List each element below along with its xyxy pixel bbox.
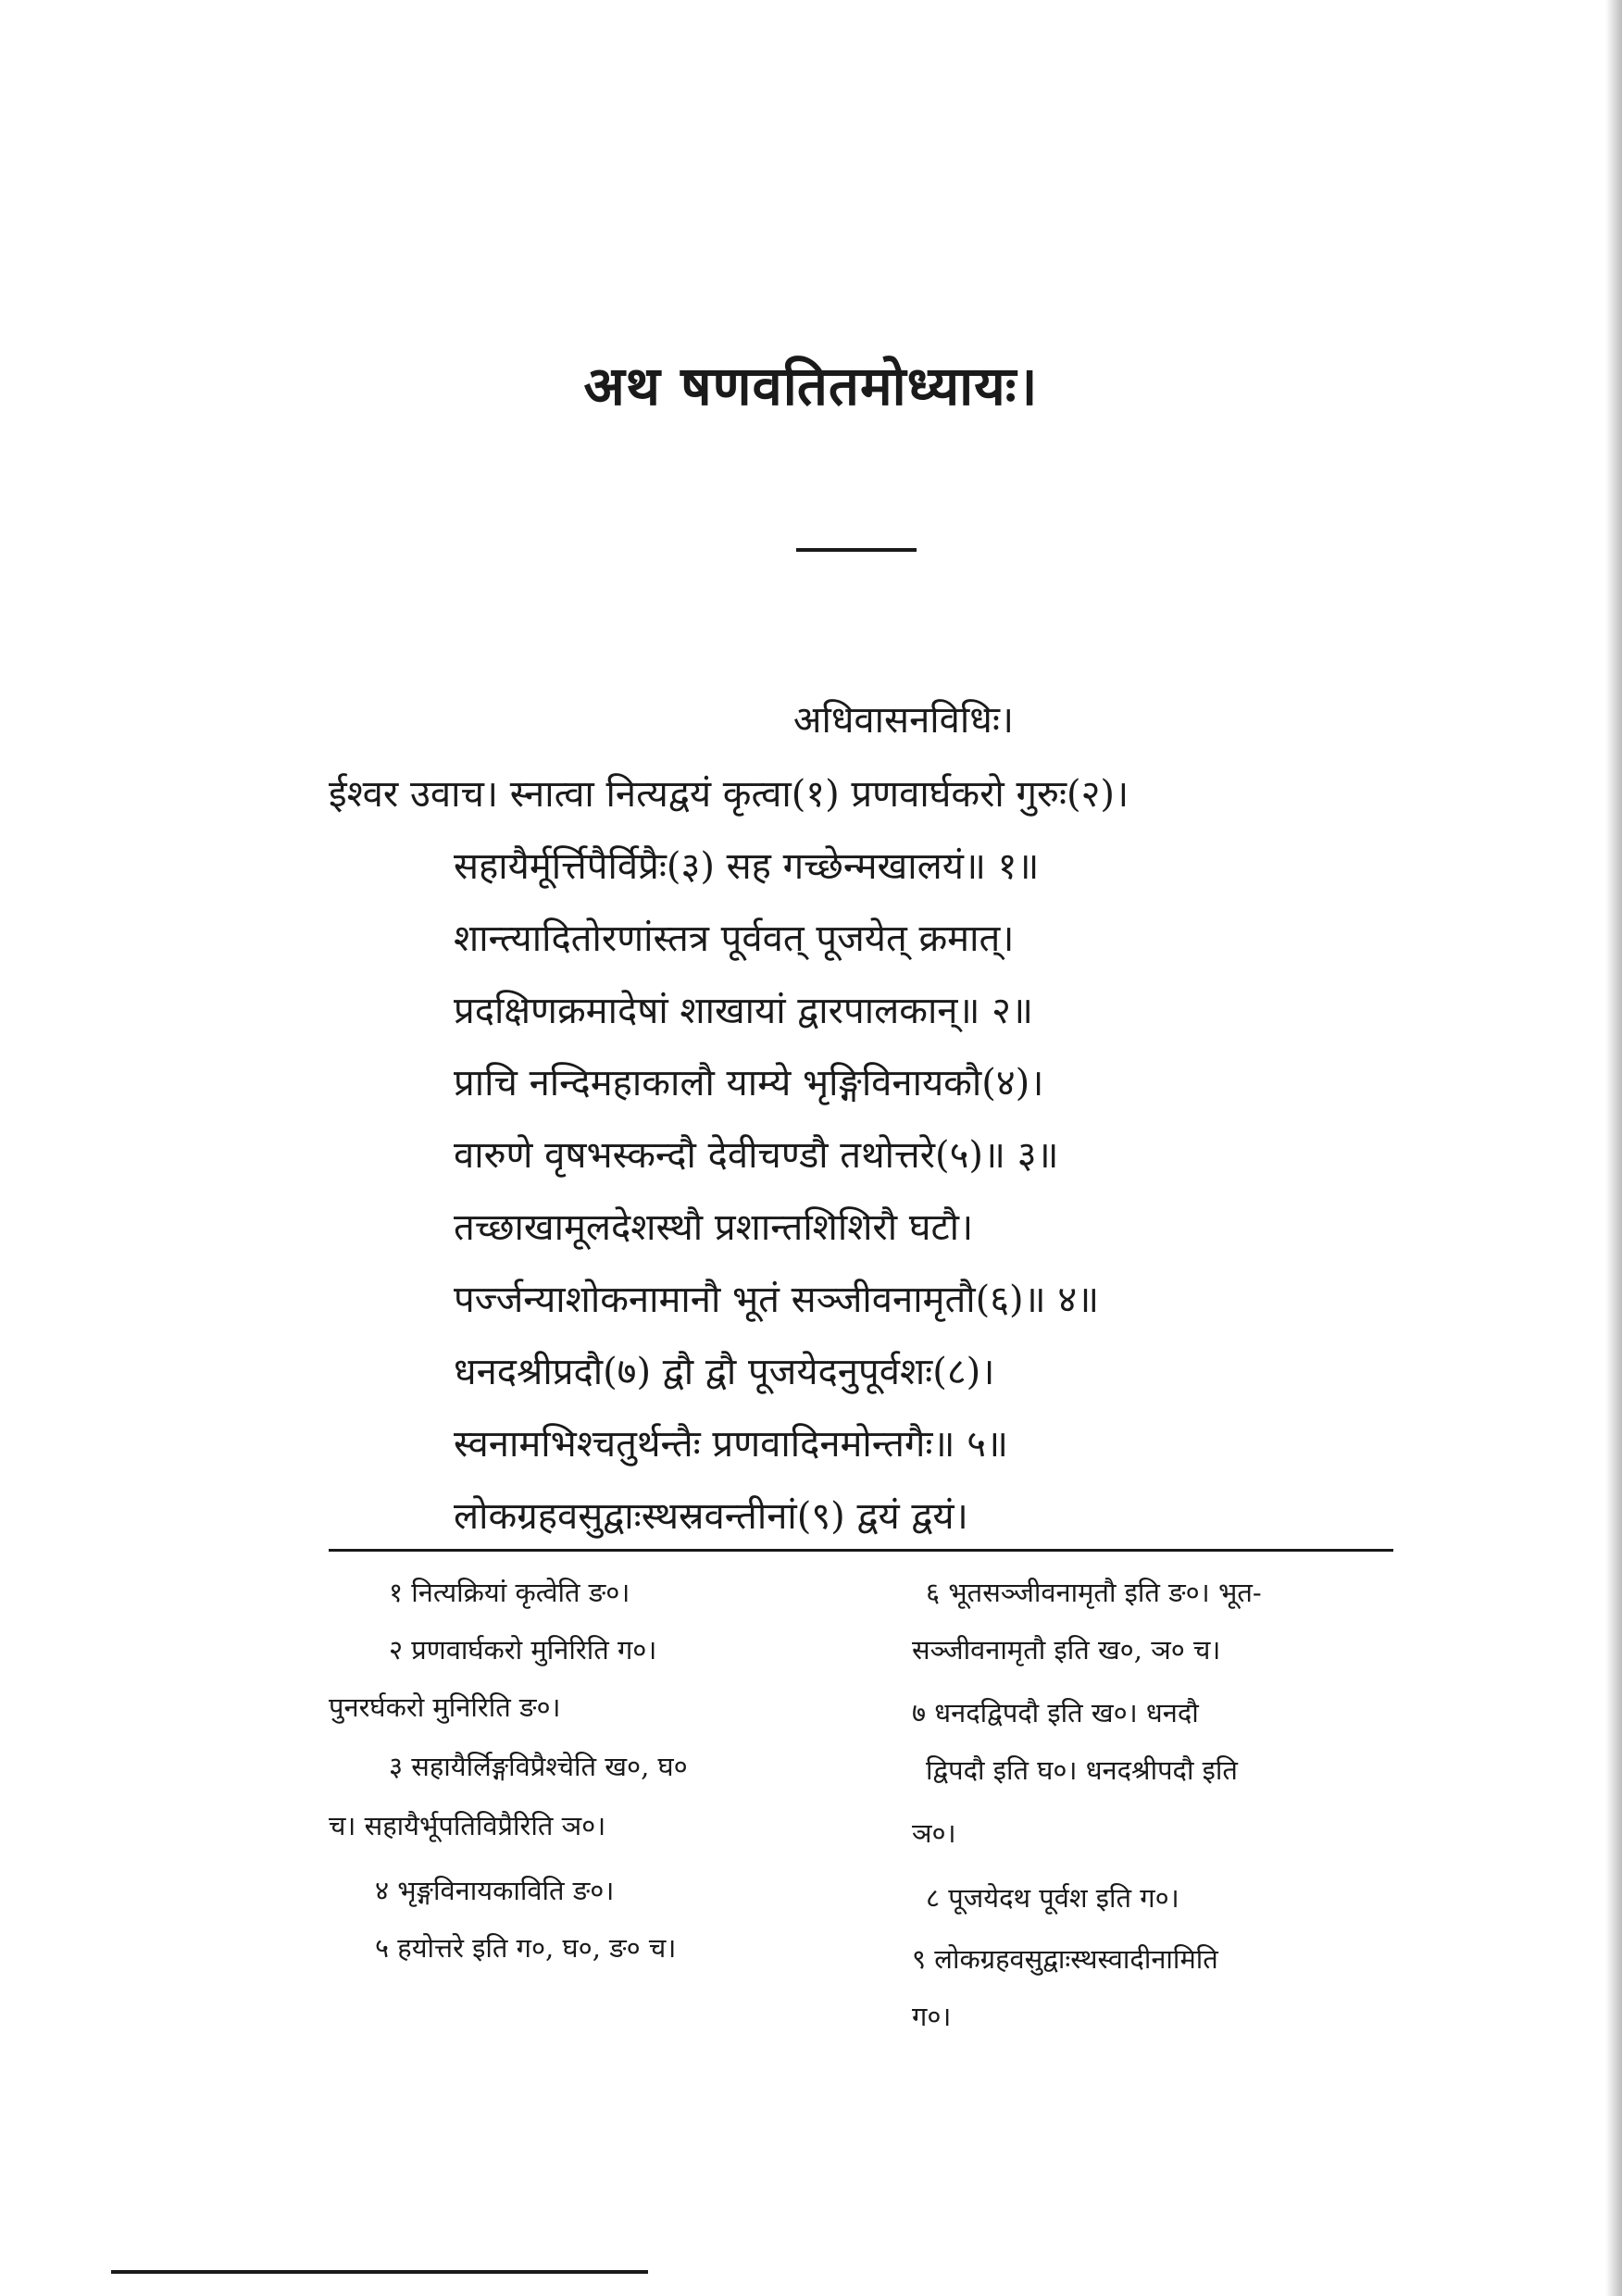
verse-line: ईश्वर उवाच। स्नात्वा नित्यद्वयं कृत्वा(१) प्रणवार्घकरो गुरुः(२)।: [329, 773, 1129, 816]
footnote-right-line: ९ लोकग्रहवसुद्वाःस्थस्वादीनामिति: [912, 1943, 1218, 1975]
footnote-left-line: पुनरर्घकरो मुनिरिति ङ०।: [329, 1691, 561, 1723]
footnote-left-line: च। सहायैर्भूपतिविप्रैरिति ञ०।: [329, 1810, 606, 1841]
footnote-right-line: द्विपदौ इति घ०। धनदश्रीपदौ इति: [926, 1754, 1238, 1786]
verse-line: प्रदक्षिणक्रमादेषां शाखायां द्वारपालकान्॥ २॥: [454, 990, 1033, 1032]
verse-line: सहायैर्मूर्त्तिपैर्विप्रैः(३) सह गच्छेन्मखालयं॥ १॥: [454, 845, 1040, 888]
footnote-left-line: ३ सहायैर्लिङ्गविप्रैश्चेति ख०, घ०: [389, 1751, 688, 1782]
footnote-left-line: ५ हयोत्तरे इति ग०, घ०, ङ० च।: [375, 1932, 677, 1964]
verse-line: स्वनामभिश्चतुर्थन्तैः प्रणवादिनमोन्तगैः॥ ५॥: [454, 1423, 1008, 1466]
verse-line: प्राचि नन्दिमहाकालौ याम्ये भृङ्गिविनायकौ(४)।: [454, 1062, 1044, 1104]
bottom-edge-line: [111, 2270, 648, 2274]
verse-line: लोकग्रहवसुद्वाःस्थस्रवन्तीनां(९) द्वयं द्वयं।: [454, 1495, 968, 1538]
verse-line: वारुणे वृषभस्कन्दौ देवीचण्डौ तथोत्तरे(५)॥ ३॥: [454, 1134, 1059, 1177]
footnote-right-line: सञ्जीवनामृतौ इति ख०, ञ० च।: [912, 1634, 1221, 1666]
section-title: अधिवासनविधिः।: [792, 699, 1015, 742]
footnote-left-line: ४ भृङ्गविनायकाविति ङ०।: [375, 1875, 615, 1906]
footnote-right-line: ग०।: [912, 2001, 952, 2032]
footnote-left-line: १ नित्यक्रियां कृत्वेति ङ०।: [389, 1577, 630, 1608]
footnote-left-line: २ प्रणवार्घकरो मुनिरिति ग०।: [389, 1634, 657, 1666]
title-underline: [796, 548, 917, 552]
footnote-right-line: ६ भूतसञ्जीवनामृतौ इति ङ०। भूत-: [926, 1577, 1262, 1608]
verse-line: पर्ज्जन्याशोकनामानौ भूतं सञ्जीवनामृतौ(६)॥ ४॥: [454, 1279, 1100, 1321]
chapter-title: अथ षणवतितमोध्यायः।: [583, 355, 1039, 418]
page-edge-shadow: [1605, 0, 1622, 2296]
footnote-right-line: ञ०।: [912, 1817, 956, 1849]
footnote-separator: [329, 1549, 1393, 1552]
footnote-right-line: ७ धनदद्विपदौ इति ख०। धनदौ: [912, 1697, 1199, 1728]
verse-line: धनदश्रीप्रदौ(७) द्वौ द्वौ पूजयेदनुपूर्वशः(८)।: [454, 1351, 995, 1393]
verse-line: तच्छाखामूलदेशस्थौ प्रशान्तशिशिरौ घटौ।: [454, 1206, 974, 1249]
verse-line: शान्त्यादितोरणांस्तत्र पूर्ववत् पूजयेत् क्रमात्।: [454, 917, 1015, 960]
footnote-right-line: ८ पूजयेदथ पूर्वश इति ग०।: [926, 1882, 1179, 1914]
